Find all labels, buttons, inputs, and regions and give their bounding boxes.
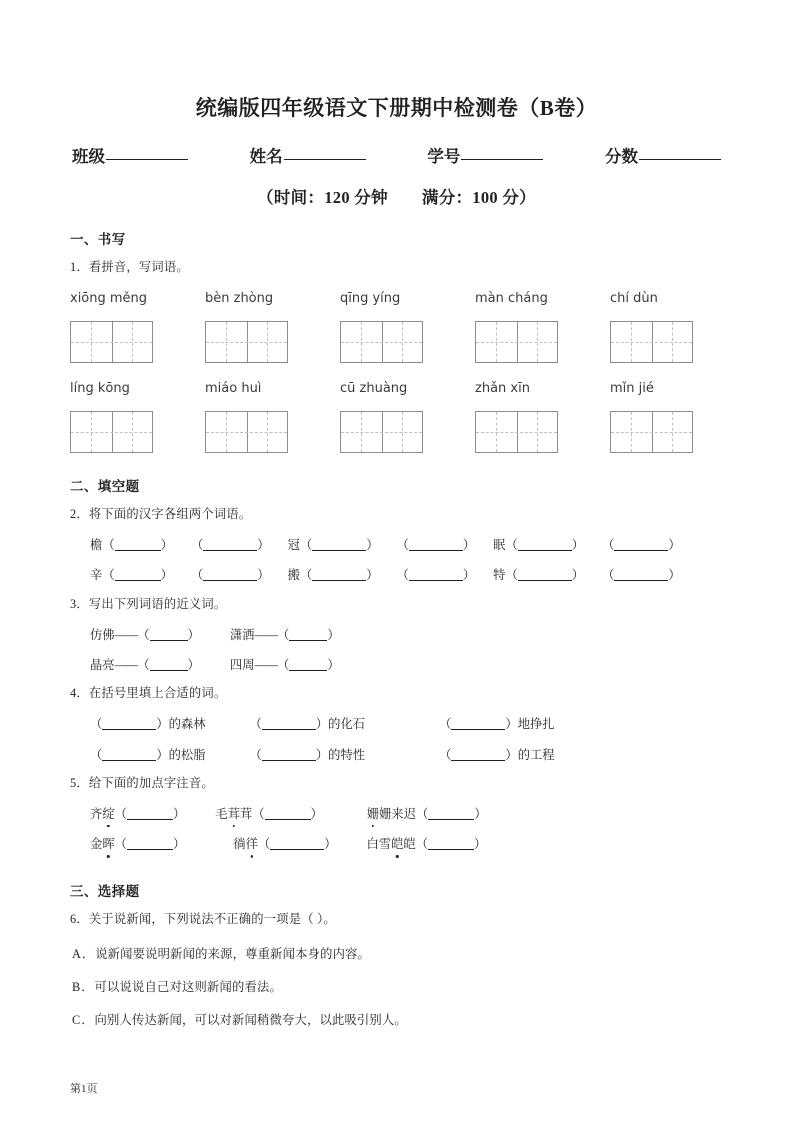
field-score-rule[interactable]	[639, 144, 721, 160]
field-name-label: 姓名	[249, 147, 283, 167]
option-c-text: 向别人传达新闻，可以对新闻稍微夸大，以此吸引别人。	[94, 1012, 407, 1027]
dotted-char: 茸	[228, 805, 240, 823]
pinyin-item	[215, 807, 252, 821]
field-name	[250, 143, 366, 167]
option-b-text: 可以说说自己对这则新闻的看法。	[94, 979, 282, 994]
question-6-prompt: 6．关于说新闻，下列说法不正确的一项是（ ）。	[70, 911, 336, 926]
answer-blank[interactable]	[428, 849, 474, 850]
phrase-label: 的工程	[517, 747, 555, 762]
question-4-row-1: （ ）的森林 （ ）的化石 （ ）地挣扎	[90, 717, 555, 732]
answer-blank[interactable]	[102, 729, 156, 730]
pinyin-label: bèn zhòng	[205, 291, 274, 307]
dotted-char: 晖	[102, 835, 114, 853]
char-label: 特	[493, 568, 506, 583]
pinyin-label: mǐn jié	[610, 381, 654, 397]
phrase-label: 的松脂	[168, 747, 206, 762]
answer-blank[interactable]	[614, 550, 668, 551]
section-heading-multiple-choice: 三、选择题	[70, 883, 140, 899]
pinyin-item	[367, 837, 416, 851]
answer-blank[interactable]	[614, 580, 668, 581]
answer-blank[interactable]	[265, 819, 311, 820]
option-a[interactable]	[70, 944, 723, 962]
field-class	[72, 143, 188, 167]
pinyin-label: cū zhuàng	[340, 381, 408, 397]
tianzige-box[interactable]	[610, 411, 693, 453]
answer-blank[interactable]	[451, 760, 505, 761]
tianzige-box[interactable]	[610, 321, 693, 363]
char-prefix: 毛	[215, 806, 228, 821]
option-b[interactable]	[70, 977, 723, 995]
question-4-row-2: （ ）的松脂 （ ）的特性 （ ）的工程	[90, 747, 555, 762]
tianzige-box[interactable]	[475, 321, 558, 363]
section-heading-fill-in-blank: 二、填空题	[70, 479, 140, 495]
answer-blank[interactable]	[102, 760, 156, 761]
question-2-row-2: 辛（ ） （ ） 搬（ ） （ ） 特（ ） （ ）	[90, 568, 681, 583]
word-label: 潇洒	[229, 627, 255, 642]
word-label: 四周	[229, 657, 255, 672]
page-title: 统编版四年级语文下册期中检测卷（B卷）	[195, 96, 598, 120]
pinyin-exercise	[70, 291, 723, 455]
tianzige-box[interactable]	[340, 411, 423, 453]
char-label: 冠	[287, 537, 300, 552]
field-student-id	[427, 143, 543, 167]
exam-time: （时间：120 分钟	[257, 188, 388, 208]
answer-blank[interactable]	[312, 550, 366, 551]
pinyin-label: màn cháng	[475, 291, 548, 307]
tianzige-box[interactable]	[475, 411, 558, 453]
section-heading-writing: 一、书写	[70, 232, 126, 248]
question-5-row-1: 齐绽（ ） 毛茸茸（ ） 姗姗来迟（ ）	[70, 805, 723, 823]
dotted-char: 皑	[391, 835, 403, 853]
field-score	[605, 143, 721, 167]
answer-blank[interactable]	[289, 640, 327, 641]
dotted-char: 徉	[246, 835, 258, 853]
answer-blank[interactable]	[203, 580, 257, 581]
exam-meta	[70, 184, 723, 208]
answer-blank[interactable]	[127, 849, 173, 850]
field-score-label: 分数	[604, 147, 638, 167]
tianzige-box[interactable]	[205, 411, 288, 453]
answer-blank[interactable]	[115, 580, 161, 581]
answer-blank[interactable]	[451, 729, 505, 730]
answer-blank[interactable]	[518, 550, 572, 551]
char-label: 辛	[90, 568, 103, 583]
option-b-tag: B．	[72, 979, 95, 994]
answer-blank[interactable]	[262, 760, 316, 761]
answer-blank[interactable]	[127, 819, 173, 820]
pinyin-item	[367, 807, 416, 821]
dotted-char: 姗	[367, 805, 379, 823]
field-student-id-label: 学号	[427, 147, 461, 167]
pinyin-label: qīng yíng	[340, 291, 401, 307]
word-label: 晶亮	[90, 657, 115, 672]
answer-blank[interactable]	[428, 819, 474, 820]
tianzige-box[interactable]	[70, 321, 153, 363]
tianzige-box[interactable]	[70, 411, 153, 453]
answer-blank[interactable]	[289, 670, 327, 671]
question-3-row-2: 晶亮——（ ） 四周——（ ）	[90, 657, 340, 672]
answer-blank[interactable]	[270, 849, 324, 850]
word-label: 仿佛	[90, 627, 115, 642]
field-student-id-rule[interactable]	[461, 144, 543, 160]
pinyin-item	[90, 807, 115, 821]
answer-blank[interactable]	[150, 670, 188, 671]
tianzige-box[interactable]	[205, 321, 288, 363]
pinyin-label: líng kōng	[70, 381, 130, 397]
answer-blank[interactable]	[150, 640, 188, 641]
char-prefix: 白雪	[366, 837, 392, 852]
phrase-label: 地挣扎	[517, 717, 555, 732]
pinyin-label: zhǎn xīn	[475, 381, 530, 397]
field-class-rule[interactable]	[106, 144, 188, 160]
tianzige-row-2	[70, 411, 723, 455]
pinyin-item	[233, 837, 258, 851]
char-label: 眠	[493, 537, 506, 552]
question-3-row-1: 仿佛——（ ） 潇洒——（ ）	[90, 627, 340, 642]
phrase-label: 的森林	[168, 717, 206, 732]
dotted-char: 绽	[102, 805, 114, 823]
pinyin-label: miáo huì	[205, 381, 262, 397]
question-5-row-2: 金晖（ ） 徜徉（ ） 白雪皑皑（ ）	[70, 835, 723, 853]
answer-blank[interactable]	[409, 550, 463, 551]
answer-blank[interactable]	[262, 729, 316, 730]
page-footer: 第1页	[70, 1083, 98, 1095]
char-prefix: 徜	[233, 837, 246, 852]
field-name-rule[interactable]	[284, 144, 366, 160]
char-prefix: 金	[90, 837, 103, 852]
char-suffix: 姗来迟	[379, 806, 417, 821]
student-info-row	[70, 143, 723, 167]
question-5-prompt: 5．给下面的加点字注音。	[70, 776, 214, 791]
answer-blank[interactable]	[518, 580, 572, 581]
answer-blank[interactable]	[312, 580, 366, 581]
answer-blank[interactable]	[115, 550, 161, 551]
field-class-label: 班级	[72, 147, 105, 167]
char-label: 搬	[287, 568, 300, 583]
tianzige-box[interactable]	[340, 321, 423, 363]
pinyin-label-row-1	[70, 291, 723, 321]
question-1-prompt: 1．看拼音，写词语。	[70, 260, 189, 275]
question-2-prompt: 2．将下面的汉字各组两个词语。	[70, 507, 252, 522]
answer-blank[interactable]	[203, 550, 257, 551]
tianzige-row-1	[70, 321, 723, 365]
pinyin-label-row-2	[70, 381, 723, 411]
pinyin-label: xiōng měng	[70, 291, 148, 307]
answer-blank[interactable]	[409, 580, 463, 581]
char-suffix: 皑	[403, 837, 416, 852]
question-3-prompt: 3．写出下列词语的近义词。	[70, 596, 227, 611]
option-a-text: 说新闻要说明新闻的来源，尊重新闻本身的内容。	[95, 946, 371, 961]
phrase-label: 的特性	[328, 747, 366, 762]
char-suffix: 茸	[239, 806, 253, 821]
question-4-prompt: 4．在括号里填上合适的词。	[70, 686, 227, 701]
phrase-label: 的化石	[328, 717, 366, 732]
pinyin-label: chí dùn	[610, 291, 658, 307]
exam-total-score: 满分：100 分）	[421, 188, 536, 208]
option-c-tag: C．	[72, 1012, 95, 1027]
char-label: 檐	[90, 537, 103, 552]
question-2-row-1: 檐（ ） （ ） 冠（ ） （ ） 眠（ ） （ ）	[90, 537, 681, 552]
option-c[interactable]	[70, 1010, 723, 1028]
char-prefix: 齐	[90, 806, 103, 821]
option-a-tag: A．	[72, 946, 96, 961]
pinyin-item	[90, 837, 115, 851]
